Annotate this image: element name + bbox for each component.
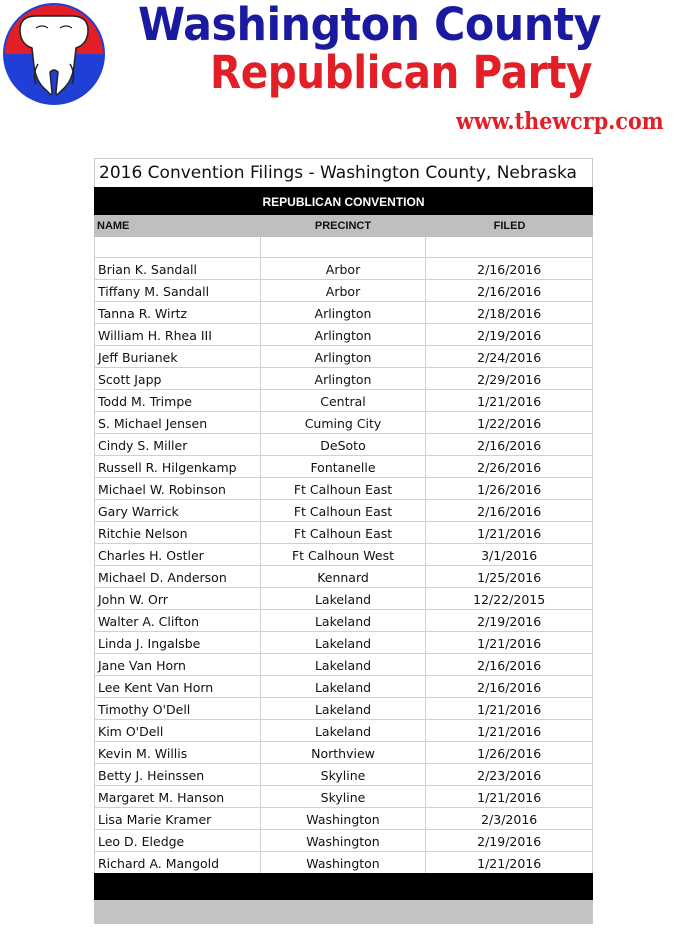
cell-precinct: Washington bbox=[261, 808, 427, 829]
table-row bbox=[95, 478, 593, 500]
cell-name: Jane Van Horn bbox=[95, 654, 261, 675]
cell-filed: 1/26/2016 bbox=[426, 742, 593, 763]
website-link[interactable]: www.thewcrp.com bbox=[456, 108, 664, 135]
cell-filed: 2/29/2016 bbox=[426, 368, 593, 389]
filings-table bbox=[94, 237, 593, 874]
column-headers bbox=[94, 215, 593, 237]
cell-filed: 1/21/2016 bbox=[426, 698, 593, 719]
table-row bbox=[95, 588, 593, 610]
blank-cell bbox=[261, 237, 427, 257]
cell-precinct: Central bbox=[261, 390, 427, 411]
cell-precinct: Lakeland bbox=[261, 676, 427, 697]
cell-precinct: Washington bbox=[261, 852, 427, 873]
cell-precinct: Lakeland bbox=[261, 698, 427, 719]
cell-precinct: Arlington bbox=[261, 302, 427, 323]
cell-precinct: DeSoto bbox=[261, 434, 427, 455]
table-row bbox=[95, 258, 593, 280]
blank-cell bbox=[426, 237, 593, 257]
cell-precinct: Skyline bbox=[261, 786, 427, 807]
cell-precinct: Arbor bbox=[261, 258, 427, 279]
cell-name: Charles H. Ostler bbox=[95, 544, 261, 565]
cell-precinct: Ft Calhoun East bbox=[261, 522, 427, 543]
cell-filed: 1/21/2016 bbox=[426, 632, 593, 653]
table-row bbox=[95, 698, 593, 720]
cell-precinct: Northview bbox=[261, 742, 427, 763]
org-name-line1: Washington County bbox=[138, 0, 602, 51]
table-row bbox=[95, 434, 593, 456]
cell-name: Ritchie Nelson bbox=[95, 522, 261, 543]
blank-row bbox=[95, 237, 593, 258]
cell-name: Leo D. Eledge bbox=[95, 830, 261, 851]
cell-name: Gary Warrick bbox=[95, 500, 261, 521]
cell-name: Richard A. Mangold bbox=[95, 852, 261, 873]
cell-name: Scott Japp bbox=[95, 368, 261, 389]
cell-filed: 2/16/2016 bbox=[426, 280, 593, 301]
table-row bbox=[95, 390, 593, 412]
cell-name: Tiffany M. Sandall bbox=[95, 280, 261, 301]
republican-elephant-icon bbox=[2, 2, 106, 111]
cell-filed: 2/3/2016 bbox=[426, 808, 593, 829]
cell-precinct: Kennard bbox=[261, 566, 427, 587]
cell-precinct: Arlington bbox=[261, 324, 427, 345]
table-row bbox=[95, 456, 593, 478]
table-row bbox=[95, 720, 593, 742]
cell-filed: 1/22/2016 bbox=[426, 412, 593, 433]
cell-filed: 2/16/2016 bbox=[426, 500, 593, 521]
cell-name: Walter A. Clifton bbox=[95, 610, 261, 631]
table-row bbox=[95, 742, 593, 764]
cell-filed: 1/21/2016 bbox=[426, 390, 593, 411]
cell-filed: 12/22/2015 bbox=[426, 588, 593, 609]
cell-precinct: Fontanelle bbox=[261, 456, 427, 477]
cell-name: Kim O'Dell bbox=[95, 720, 261, 741]
cell-filed: 2/26/2016 bbox=[426, 456, 593, 477]
cell-filed: 2/16/2016 bbox=[426, 434, 593, 455]
cell-precinct: Cuming City bbox=[261, 412, 427, 433]
table-row bbox=[95, 830, 593, 852]
table-row bbox=[95, 368, 593, 390]
cell-name: Tanna R. Wirtz bbox=[95, 302, 261, 323]
cell-name: Jeff Burianek bbox=[95, 346, 261, 367]
table-footer-shade bbox=[94, 900, 593, 924]
cell-name: Todd M. Trimpe bbox=[95, 390, 261, 411]
table-row bbox=[95, 852, 593, 874]
cell-name: Brian K. Sandall bbox=[95, 258, 261, 279]
cell-filed: 2/23/2016 bbox=[426, 764, 593, 785]
page-header bbox=[0, 0, 695, 150]
cell-precinct: Arbor bbox=[261, 280, 427, 301]
cell-name: Betty J. Heinssen bbox=[95, 764, 261, 785]
table-row bbox=[95, 522, 593, 544]
cell-filed: 1/21/2016 bbox=[426, 786, 593, 807]
cell-name: John W. Orr bbox=[95, 588, 261, 609]
cell-name: Timothy O'Dell bbox=[95, 698, 261, 719]
table-row bbox=[95, 808, 593, 830]
cell-precinct: Ft Calhoun East bbox=[261, 500, 427, 521]
cell-filed: 2/19/2016 bbox=[426, 610, 593, 631]
cell-precinct: Washington bbox=[261, 830, 427, 851]
cell-name: Michael D. Anderson bbox=[95, 566, 261, 587]
table-row bbox=[95, 764, 593, 786]
table-row bbox=[95, 302, 593, 324]
column-header-filed: FILED bbox=[493, 220, 526, 232]
cell-name: Cindy S. Miller bbox=[95, 434, 261, 455]
document-title: 2016 Convention Filings - Washington County, Nebraska bbox=[94, 158, 593, 187]
table-row bbox=[95, 324, 593, 346]
cell-name: Lisa Marie Kramer bbox=[95, 808, 261, 829]
column-header-precinct: PRECINCT bbox=[314, 220, 372, 232]
table-row bbox=[95, 632, 593, 654]
table-row bbox=[95, 500, 593, 522]
table-row bbox=[95, 786, 593, 808]
cell-name: Linda J. Ingalsbe bbox=[95, 632, 261, 653]
table-row bbox=[95, 654, 593, 676]
cell-name: William H. Rhea III bbox=[95, 324, 261, 345]
table-row bbox=[95, 544, 593, 566]
cell-filed: 2/19/2016 bbox=[426, 830, 593, 851]
cell-precinct: Skyline bbox=[261, 764, 427, 785]
table-row bbox=[95, 346, 593, 368]
cell-name: Russell R. Hilgenkamp bbox=[95, 456, 261, 477]
cell-precinct: Ft Calhoun West bbox=[261, 544, 427, 565]
cell-filed: 1/21/2016 bbox=[426, 522, 593, 543]
cell-name: Margaret M. Hanson bbox=[95, 786, 261, 807]
cell-filed: 1/26/2016 bbox=[426, 478, 593, 499]
cell-precinct: Lakeland bbox=[261, 720, 427, 741]
cell-precinct: Arlington bbox=[261, 368, 427, 389]
table-row bbox=[95, 676, 593, 698]
cell-filed: 2/24/2016 bbox=[426, 346, 593, 367]
cell-filed: 2/16/2016 bbox=[426, 654, 593, 675]
table-row bbox=[95, 566, 593, 588]
section-header: REPUBLICAN CONVENTION bbox=[94, 187, 593, 215]
table-row bbox=[95, 412, 593, 434]
cell-filed: 1/21/2016 bbox=[426, 720, 593, 741]
cell-precinct: Lakeland bbox=[261, 588, 427, 609]
blank-cell bbox=[95, 237, 261, 257]
cell-filed: 2/18/2016 bbox=[426, 302, 593, 323]
cell-name: Kevin M. Willis bbox=[95, 742, 261, 763]
org-name-line2: Republican Party bbox=[210, 46, 592, 99]
cell-precinct: Ft Calhoun East bbox=[261, 478, 427, 499]
table-row bbox=[95, 610, 593, 632]
cell-filed: 3/1/2016 bbox=[426, 544, 593, 565]
filings-sheet bbox=[94, 158, 593, 924]
cell-name: Michael W. Robinson bbox=[95, 478, 261, 499]
cell-filed: 2/19/2016 bbox=[426, 324, 593, 345]
cell-filed: 2/16/2016 bbox=[426, 676, 593, 697]
cell-precinct: Arlington bbox=[261, 346, 427, 367]
cell-precinct: Lakeland bbox=[261, 654, 427, 675]
table-footer-bar bbox=[94, 873, 593, 900]
cell-filed: 1/25/2016 bbox=[426, 566, 593, 587]
table-row bbox=[95, 280, 593, 302]
column-header-name: NAME bbox=[97, 220, 130, 232]
cell-filed: 1/21/2016 bbox=[426, 852, 593, 873]
cell-precinct: Lakeland bbox=[261, 610, 427, 631]
cell-filed: 2/16/2016 bbox=[426, 258, 593, 279]
cell-name: Lee Kent Van Horn bbox=[95, 676, 261, 697]
cell-precinct: Lakeland bbox=[261, 632, 427, 653]
cell-name: S. Michael Jensen bbox=[95, 412, 261, 433]
